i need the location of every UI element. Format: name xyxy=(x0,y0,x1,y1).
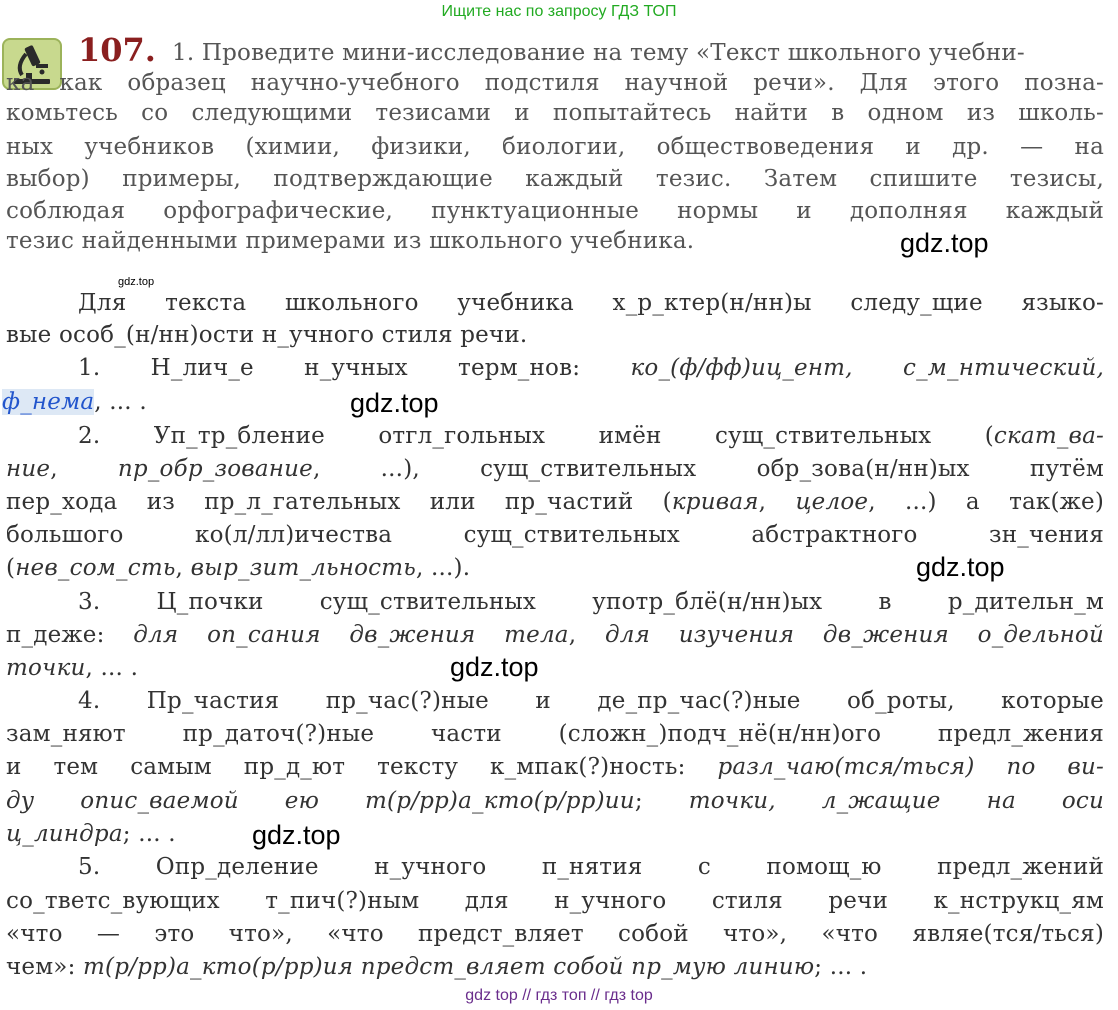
watermark: gdz.top xyxy=(350,388,439,418)
text-line: ние, пр_обр_зование, ...), сущ_ствительных обр_зова(н/нн)ых путём xyxy=(6,456,1104,482)
text-line: п_деже: для оп_сания дв_жения тела, для изучения дв_жения о_дельной xyxy=(6,622,1104,648)
highlighted-word: ф_нема xyxy=(2,389,95,415)
text-line: (нев_сом_сть, выр_зит_льность, ...). xyxy=(6,555,471,581)
watermark-small: gdz.top xyxy=(118,276,155,288)
intro-line: 1. Проведите мини-исследование на тему «Текст школьного учебни- xyxy=(172,40,1025,66)
intro-line: тезис найденными примерами из школьного учебника. xyxy=(6,228,695,254)
text-line: 1. Н_лич_е н_учных терм_нов: ко_(ф/фф)иц_ент, с_м_нтический, xyxy=(78,355,1104,381)
text-line: точки, ... . xyxy=(6,655,139,681)
text-line: большого ко(л/лл)ичества сущ_ствительных абстрактного зн_чения xyxy=(6,522,1104,548)
text-line: ду опис_ваемой ею т(р/рр)а_кто(р/рр)ии; точки, л_жащие на оси xyxy=(6,788,1104,814)
intro-line: комьтесь со следующими тезисами и попытайтесь найти в одном из школь- xyxy=(6,100,1104,126)
text-line: зам_няют пр_даточ(?)ные части (сложн_)подч_нё(н/нн)ого предл_жения xyxy=(6,721,1104,747)
watermark: gdz.top xyxy=(252,820,341,850)
watermark: gdz.top xyxy=(450,652,539,682)
exercise-number: 107. xyxy=(78,31,156,69)
text-line: чем»: т(р/рр)а_кто(р/рр)ия предст_вляет собой пр_мую линию; ... . xyxy=(6,954,868,980)
text-line: Для текста школьного учебника х_р_ктер(н/нн)ы следу_щие языко- xyxy=(78,290,1104,316)
bottom-banner: gdz top // гдз топ // гдз top xyxy=(465,987,653,1004)
intro-line: соблюдая орфографические, пунктуационные нормы и дополняя каждый xyxy=(6,198,1104,224)
watermark: gdz.top xyxy=(916,552,1005,582)
text-line: 4. Пр_частия пр_час(?)ные и де_пр_час(?)ные об_роты, которые xyxy=(78,688,1104,714)
text-line: ф_нема, ... . xyxy=(2,389,147,415)
text-line: ц_линдра; ... . xyxy=(6,821,176,847)
intro-line: ка как образец научно-учебного подстиля научной речи». Для этого позна- xyxy=(6,70,1104,96)
text-line: вые особ_(н/нн)ости н_учного стиля речи. xyxy=(6,322,528,348)
text-line: 3. Ц_почки сущ_ствительных употр_блё(н/нн)ых в р_дительн_м xyxy=(78,589,1104,615)
watermark: gdz.top xyxy=(900,228,989,258)
top-banner: Ищите нас по запросу ГДЗ ТОП xyxy=(441,3,677,20)
intro-line: ных учебников (химии, физики, биологии, обществоведения и др. — на xyxy=(6,134,1104,160)
text-line: 2. Уп_тр_бление отгл_гольных имён сущ_ствительных (скат_ва- xyxy=(78,423,1104,449)
text-line: «что — это что», «что предст_вляет собой что», «что являе(тся/ться) xyxy=(6,921,1104,947)
text-line: 5. Опр_деление н_учного п_нятия с помощ_ю предл_жений xyxy=(78,854,1104,880)
text-line: со_тветс_вующих т_пич(?)ным для н_учного стиля речи к_нструкц_ям xyxy=(6,888,1104,914)
text-line: пер_хода из пр_л_гательных или пр_частий (кривая, целое, ...) а так(же) xyxy=(6,489,1105,515)
text-line: и тем самым пр_д_ют тексту к_мпак(?)ность: разл_чаю(тся/ться) по ви- xyxy=(6,754,1105,780)
intro-line: выбор) примеры, подтверждающие каждый тезис. Затем спишите тезисы, xyxy=(6,166,1104,192)
